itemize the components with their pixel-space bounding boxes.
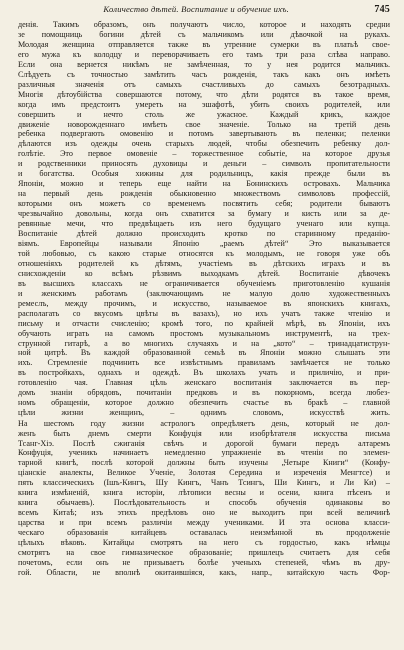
- text-line: письму и отчасти счисленію; кромѣ того, по крайней мѣрѣ, въ Японіи, ихъ: [18, 318, 390, 328]
- text-line: На шестомъ году жизни астрологъ опредѣляетъ день, который не дол-: [18, 418, 390, 428]
- text-line: въ постройкахъ, однахъ и одеждѣ. Въ школахъ учать и приличію, и при-: [18, 368, 390, 378]
- text-line: домъ знаніи обрядовъ, почитаніи предковъ и въ покорномъ, всегда любез-: [18, 388, 390, 398]
- text-line: ческаго образованія китайцевъ оставалась неизмѣнной въ продолженіе: [18, 528, 390, 538]
- text-line: Японіи, можно и теперь еще найти на Бонинскихъ островахъ. Мальчика: [18, 179, 390, 189]
- text-line: отношеніяхъ родителей къ дѣтямъ, участіемъ въ дѣтскихъ играхъ и въ: [18, 258, 390, 268]
- text-line: ной цитрѣ. Въ каждой образованной семьѣ въ Японіи можно слышать эти: [18, 348, 390, 358]
- running-title: Количество дѣтей. Воспитание и обучение ихъ.: [103, 4, 289, 14]
- text-line: обучають играть на самомъ простомъ музыкальномъ инструментѣ, на трех-: [18, 328, 390, 338]
- text-line: почетомъ, если онъ не призываетъ болѣе ученыхъ степеней, чѣмъ въ дру-: [18, 557, 390, 567]
- text-line: струнной гитарѣ, а во многихъ случаяхъ и на „кото“ – тринадцатиструн-: [18, 338, 390, 348]
- text-line: номъ обращеніи, которое должно обезпечить счастье въ бракѣ – главной: [18, 398, 390, 408]
- text-line: женъ быть днемъ смерти Конфуція или изобрѣтателя искусства письма: [18, 428, 390, 438]
- text-line: снисхожденіи ко всѣмъ рѣзвимъ выходкамъ дѣтей. Воспитаніе дѣвочекъ: [18, 268, 390, 278]
- text-line: всемъ Китаѣ; изъ этихъ предѣловъ оно не выходитъ при всей величинѣ: [18, 508, 390, 518]
- text-line: Если она вернется никѣмъ не замѣченная, то у нея родится мальчикъ.: [18, 59, 390, 69]
- running-header: [18, 4, 390, 18]
- paragraph: [18, 419, 390, 578]
- text-line: ціанскіе аналекты, Великое Ученіе, Золотая Середина и изреченія Менгтсе) и: [18, 468, 390, 478]
- text-line: цѣли жизни женщинъ, – однимъ словомъ, искусствѣ жить.: [18, 408, 390, 418]
- text-line: зе помощниць богини дѣтей съ мальчикомъ или дѣвочкой на рукахъ.: [18, 29, 390, 39]
- text-line: и родственники приносять духовицы и деньги – символъ пропитательности: [18, 159, 390, 169]
- page-number: 745: [374, 4, 390, 15]
- text-line: Многія дѣтоубійства совершаются потому, что дѣти родятся въ такое время,: [18, 89, 390, 99]
- text-line: денія. Такимъ образомъ, онъ получаютъ число, которое и находять средни: [18, 20, 390, 29]
- body-text: [18, 20, 390, 578]
- text-line: книга измѣненій, книга исторіи, лѣтописи весны и осени, книга пѣсенъ и: [18, 488, 390, 498]
- text-line: которыми онъ можетъ со временемъ посвятить себя; родители бываютъ: [18, 199, 390, 209]
- text-line: и богатства. Особыя хижины для родильницъ, какія прежде были въ: [18, 169, 390, 179]
- text-line: готовленію чая. Главная цѣль женскаго воспитанія заключается въ пер-: [18, 378, 390, 388]
- text-line: чрезвычайно довольны, когда онъ схватится за бумагу и кисть или за де-: [18, 209, 390, 219]
- text-line: тарной книгѣ, послѣ которой должны быть изучены „Четыре Книги“ (Конфу-: [18, 458, 390, 468]
- text-line: когда имъ предстоитъ умереть на эшафотѣ, убить своихъ родителей, или: [18, 99, 390, 109]
- text-line: и женскимъ работамъ (заключающимъ не малую долю художественныхъ: [18, 288, 390, 298]
- text-line: на первый день рожденія обыкновенно множествомъ символовъ профессій,: [18, 189, 390, 199]
- text-line: Молодая женщина отправляется также въ утренние сумерки въ платьѣ свое-: [18, 39, 390, 49]
- text-line: ревянные мечи, что предвѣщаеть изъ него будущаго ученаго или купца.: [18, 219, 390, 229]
- text-line: царства и при всемъ различіи между учениками. И эта основа класси-: [18, 518, 390, 528]
- text-line: гой. Области, не вполнѣ окитаившіяся, какъ, напр., китайскую часть Фор-: [18, 567, 390, 577]
- text-line: цѣлыхъ вѣковъ. Китайцы смотрятъ на него съ гордостью, какъ нѣмцы: [18, 538, 390, 548]
- text-line: располагать со вкусомъ цвѣты въ вазахъ), но ихъ учатъ также чтенію и: [18, 308, 390, 318]
- text-line: движеніе новорожденнаго имѣеть свое значеніе. Только на третій день: [18, 119, 390, 129]
- text-line: ремеслъ, между прочимъ, и искусство, называемое въ японскихъ книгахъ,: [18, 298, 390, 308]
- text-line: ребенка подвергають омовенію и потомъ завертывають въ пеленки; пеленки: [18, 129, 390, 139]
- text-line: Воспитаніе дѣтей должно происходить кротко по старинному преданію-: [18, 229, 390, 239]
- text-line: въ высшихъ классахъ не ограничивается обученіемъ приготовленію кушанія: [18, 278, 390, 288]
- text-line: Тсанг-Хіэ. Послѣ сжиганія свѣчъ и дорогой бумаги передъ алтаремъ: [18, 438, 390, 448]
- text-line: віямъ. Европейцы называли Японію „раемъ дѣтей“ Это выказывается: [18, 238, 390, 248]
- text-line: Слѣдуеть съ точностью замѣтить часъ рожденія, такъ какъ онъ имѣеть: [18, 69, 390, 79]
- text-line: голѣтіе. Это первое омовеніе – торжественное событіе, на которое друзья: [18, 149, 390, 159]
- text-line: книга обычаевъ). Послѣдовательность и способъ обученія одинаковы во: [18, 498, 390, 508]
- text-line: той любовью, съ какою старые относятся къ молодымъ, не говоря уже объ: [18, 248, 390, 258]
- text-line: смотрятъ на свое гимназическое образованіе; пришлецъ считаетъ для себя: [18, 548, 390, 558]
- text-line: различныя значенія отъ самыхъ счастливыхъ до самыхъ безотрадныхъ.: [18, 79, 390, 89]
- paragraph: [18, 20, 390, 418]
- text-line: Конфуція, ученикъ начинаетъ немедленно упражненіе въ чтеніи по элемен-: [18, 448, 390, 458]
- text-line: совершить и нечто столь же ужасное. Каждый крикъ, каждое: [18, 109, 390, 119]
- text-line: его мужа къ колодцу и переворачиваеть его тамъ три раза слѣва направо.: [18, 49, 390, 59]
- text-line: ихъ. Стремленіе подчинить все извѣстнымъ правиламъ замѣчается не только: [18, 358, 390, 368]
- text-line: дѣлаются изъ одежды очень старыхъ людей, чтобы обезпечить ребенку дол-: [18, 139, 390, 149]
- text-line: пять классическихъ (Ішъ-Кингъ, Шу Кингъ, Чанъ Тсингъ, Ши Кингъ, и Ли Ки) –: [18, 478, 390, 488]
